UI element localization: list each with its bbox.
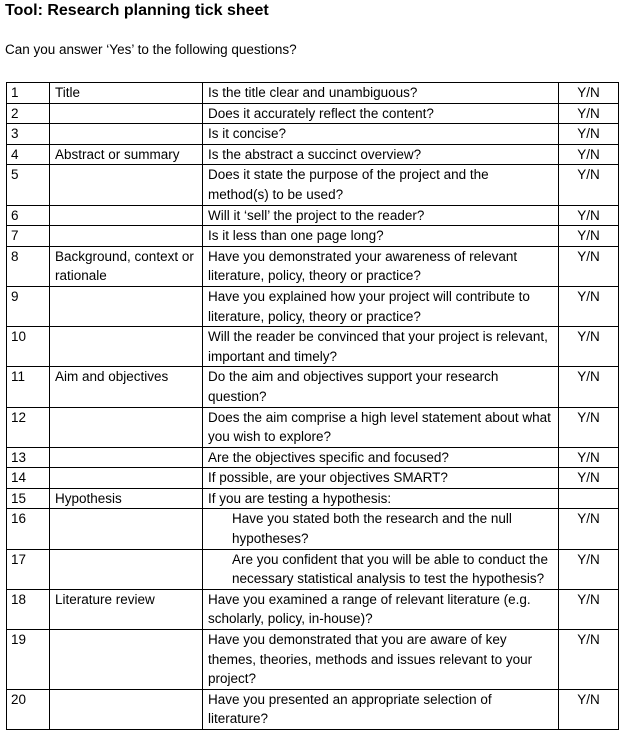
row-number: 16	[7, 509, 50, 549]
answer-cell: Y/N	[559, 468, 619, 489]
question-text: Have you demonstrated that you are aware of key themes, theories, methods and issues relevant to your project?	[203, 630, 559, 690]
section-label	[50, 468, 203, 489]
row-number: 1	[7, 83, 50, 104]
section-label	[50, 407, 203, 447]
question-text: If possible, are your objectives SMART?	[203, 468, 559, 489]
row-number: 11	[7, 367, 50, 407]
row-number: 5	[7, 165, 50, 205]
question-text: Are you confident that you will be able to conduct the necessary statistical analysis to test the hypothesis?	[203, 549, 559, 589]
row-number: 9	[7, 286, 50, 326]
section-label: Background, context or rationale	[50, 246, 203, 286]
question-text: Have you stated both the research and the null hypotheses?	[203, 509, 559, 549]
row-number: 3	[7, 124, 50, 145]
answer-cell: Y/N	[559, 327, 619, 367]
intro-text: Can you answer ‘Yes’ to the following questions?	[5, 42, 297, 57]
section-label	[50, 549, 203, 589]
table-row	[7, 226, 619, 247]
section-label	[50, 509, 203, 549]
row-number: 2	[7, 103, 50, 124]
answer-cell: Y/N	[559, 549, 619, 589]
table-row	[7, 367, 619, 407]
table-row	[7, 689, 619, 729]
section-label	[50, 124, 203, 145]
question-text: Do the aim and objectives support your research question?	[203, 367, 559, 407]
answer-cell: Y/N	[559, 447, 619, 468]
table-row	[7, 286, 619, 326]
section-label: Literature review	[50, 589, 203, 629]
row-number: 13	[7, 447, 50, 468]
question-text: Does it accurately reflect the content?	[203, 103, 559, 124]
section-label: Abstract or summary	[50, 144, 203, 165]
row-number: 7	[7, 226, 50, 247]
table-row	[7, 447, 619, 468]
section-label: Title	[50, 83, 203, 104]
table-row	[7, 407, 619, 447]
row-number: 20	[7, 689, 50, 729]
question-text: Does the aim comprise a high level statement about what you wish to explore?	[203, 407, 559, 447]
answer-cell: Y/N	[559, 630, 619, 690]
row-number: 18	[7, 589, 50, 629]
row-number: 12	[7, 407, 50, 447]
answer-cell: Y/N	[559, 103, 619, 124]
question-text: Are the objectives specific and focused?	[203, 447, 559, 468]
answer-cell: Y/N	[559, 205, 619, 226]
answer-cell: Y/N	[559, 509, 619, 549]
section-label	[50, 226, 203, 247]
table-row	[7, 327, 619, 367]
answer-cell: Y/N	[559, 83, 619, 104]
row-number: 8	[7, 246, 50, 286]
question-text: Have you explained how your project will contribute to literature, policy, theory or practice?	[203, 286, 559, 326]
tick-sheet-table	[6, 82, 619, 730]
row-number: 10	[7, 327, 50, 367]
question-text: Have you presented an appropriate selection of literature?	[203, 689, 559, 729]
answer-cell: Y/N	[559, 226, 619, 247]
row-number: 6	[7, 205, 50, 226]
question-text: Will it ‘sell’ the project to the reader?	[203, 205, 559, 226]
answer-cell: Y/N	[559, 286, 619, 326]
question-text: Is the abstract a succinct overview?	[203, 144, 559, 165]
table-row	[7, 488, 619, 509]
row-number: 19	[7, 630, 50, 690]
question-text: Is it concise?	[203, 124, 559, 145]
table-row	[7, 205, 619, 226]
row-number: 15	[7, 488, 50, 509]
answer-cell: Y/N	[559, 367, 619, 407]
table-row	[7, 246, 619, 286]
question-text: Is the title clear and unambiguous?	[203, 83, 559, 104]
answer-cell: Y/N	[559, 407, 619, 447]
section-label	[50, 286, 203, 326]
section-label	[50, 689, 203, 729]
document-title: Tool: Research planning tick sheet	[5, 2, 269, 19]
section-label	[50, 103, 203, 124]
table-row	[7, 165, 619, 205]
table-row	[7, 83, 619, 104]
question-text: If you are testing a hypothesis:	[203, 488, 559, 509]
section-label	[50, 165, 203, 205]
answer-cell: Y/N	[559, 689, 619, 729]
question-text: Will the reader be convinced that your project is relevant, important and timely?	[203, 327, 559, 367]
answer-cell: Y/N	[559, 144, 619, 165]
row-number: 17	[7, 549, 50, 589]
table-row	[7, 468, 619, 489]
table-row	[7, 103, 619, 124]
section-label	[50, 630, 203, 690]
section-label: Hypothesis	[50, 488, 203, 509]
row-number: 4	[7, 144, 50, 165]
answer-cell: Y/N	[559, 246, 619, 286]
answer-cell: Y/N	[559, 589, 619, 629]
question-text: Is it less than one page long?	[203, 226, 559, 247]
table-row	[7, 589, 619, 629]
question-text: Have you examined a range of relevant literature (e.g. scholarly, policy, in-house)?	[203, 589, 559, 629]
section-label	[50, 327, 203, 367]
table-row	[7, 549, 619, 589]
answer-cell	[559, 488, 619, 509]
section-label	[50, 447, 203, 468]
table-row	[7, 509, 619, 549]
question-text: Have you demonstrated your awareness of relevant literature, policy, theory or practice?	[203, 246, 559, 286]
answer-cell: Y/N	[559, 165, 619, 205]
section-label	[50, 205, 203, 226]
answer-cell: Y/N	[559, 124, 619, 145]
row-number: 14	[7, 468, 50, 489]
question-text: Does it state the purpose of the project and the method(s) to be used?	[203, 165, 559, 205]
table-row	[7, 630, 619, 690]
table-row	[7, 144, 619, 165]
table-row	[7, 124, 619, 145]
section-label: Aim and objectives	[50, 367, 203, 407]
